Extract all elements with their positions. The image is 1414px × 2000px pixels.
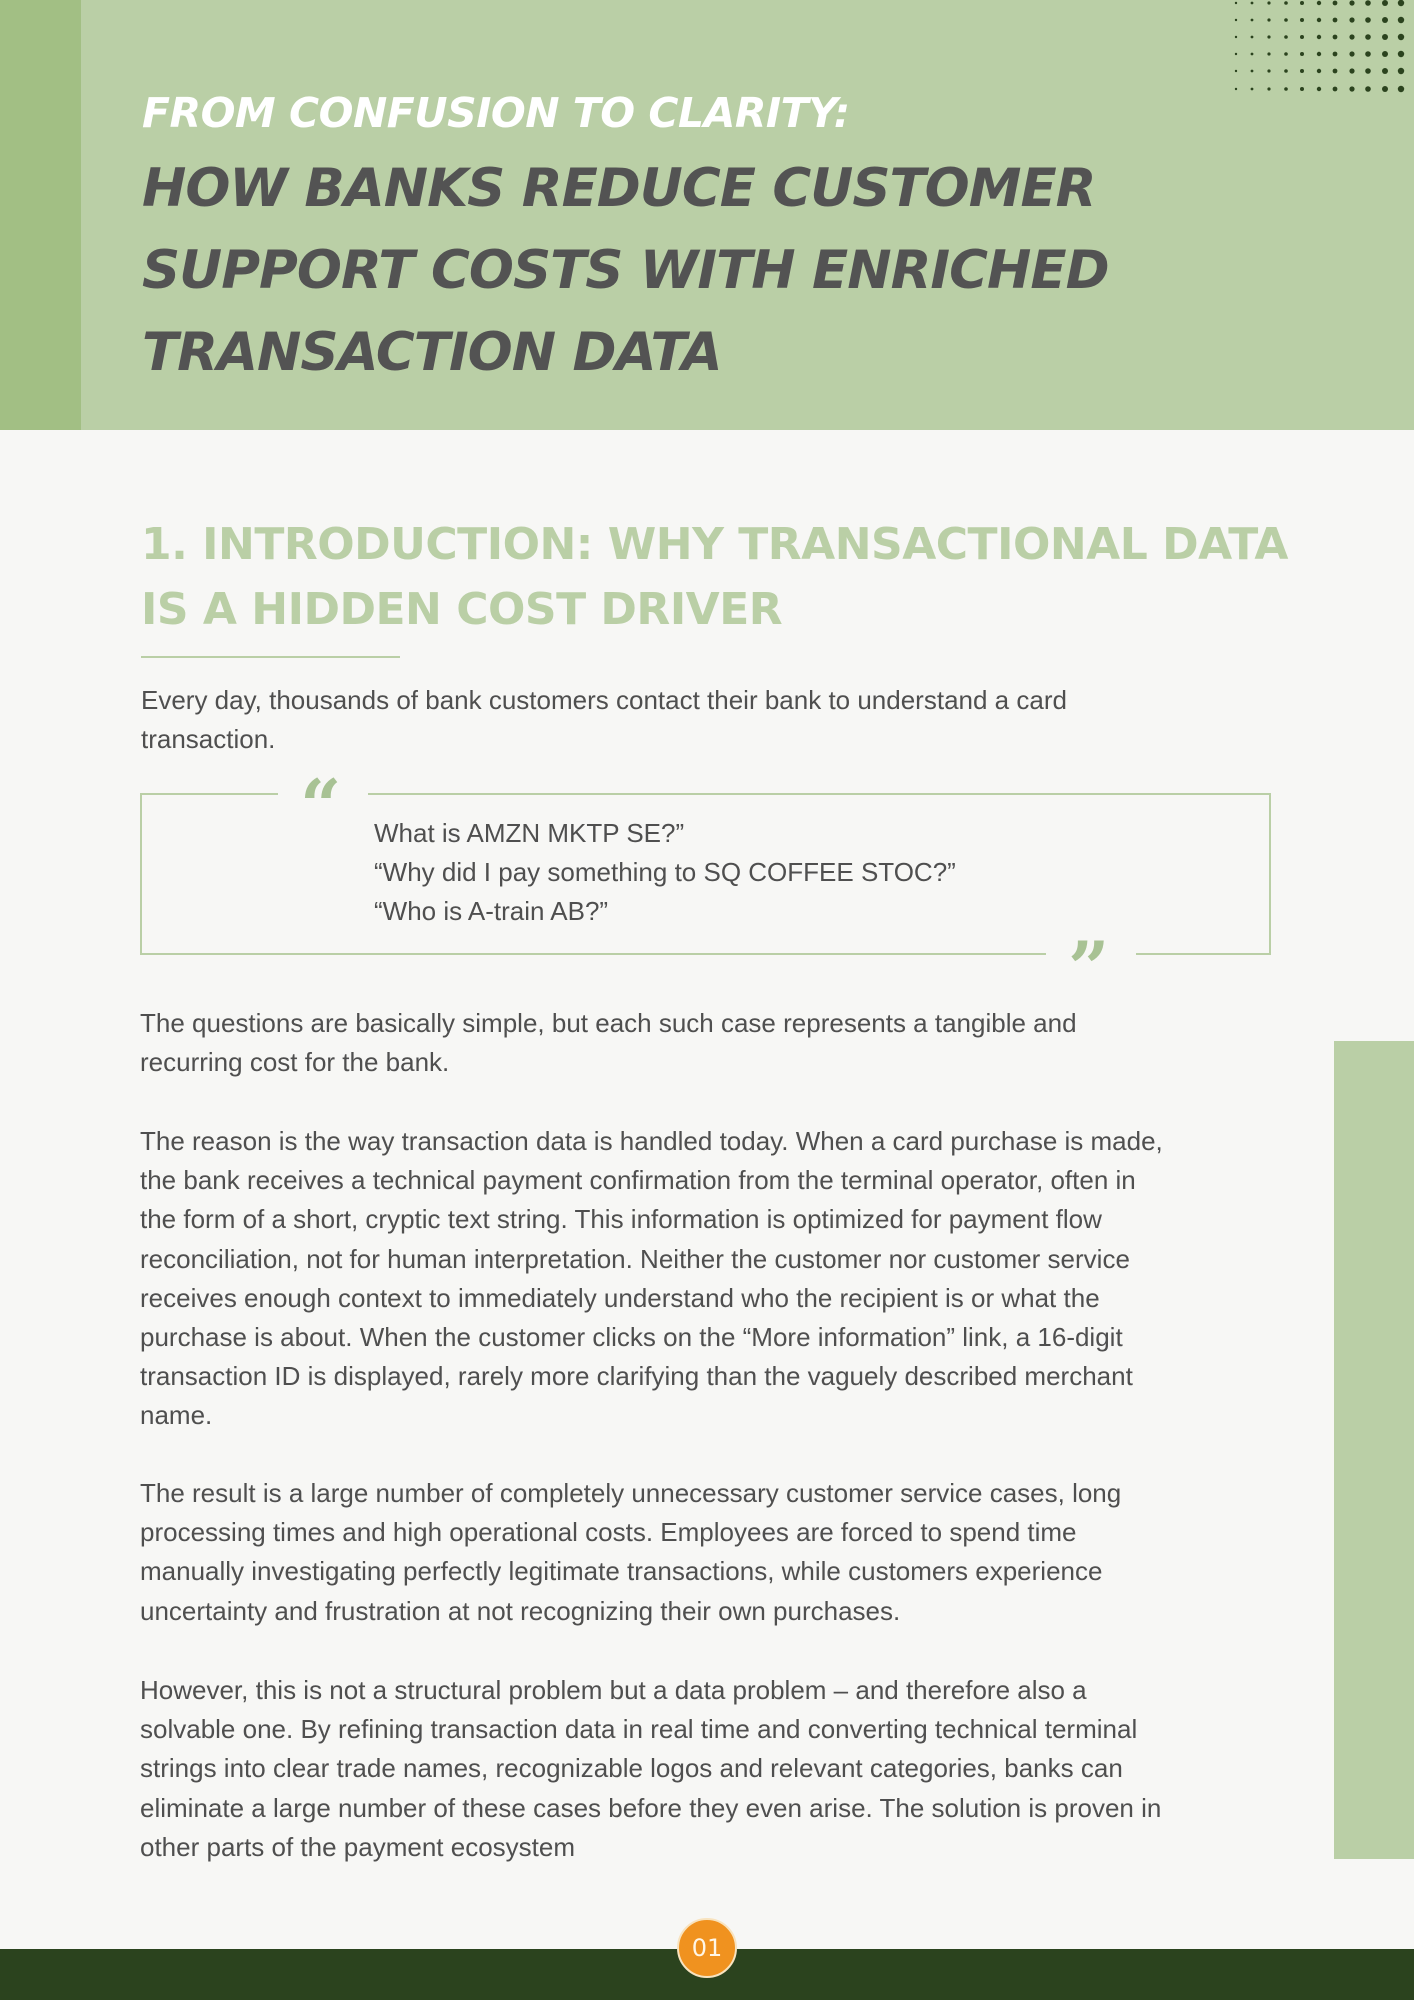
heading-underline [141, 656, 400, 658]
quoted-questions [374, 814, 956, 931]
body-paragraph-1 [140, 1004, 1290, 1082]
section-heading [141, 512, 1291, 642]
title-line: SUPPORT COSTS WITH ENRICHED [142, 240, 1109, 301]
text-line: solvable one. By refining transaction data in real time and converting technical terminal [140, 1714, 1138, 1745]
text-line: The reason is the way transaction data is handled today. When a card purchase is made, [140, 1126, 1163, 1156]
quote-line: “Why did I pay something to SQ COFFEE STOC?” [374, 857, 956, 887]
title-line: HOW BANKS REDUCE CUSTOMER [142, 158, 1096, 219]
text-line: eliminate a large number of these cases before they even arise. The solution is proven in [140, 1792, 1162, 1823]
title-kicker: FROM CONFUSION TO CLARITY: [142, 89, 850, 137]
body-paragraph-3 [140, 1474, 1290, 1631]
text-line: The questions are basically simple, but each such case represents a tangible and [140, 1008, 1077, 1038]
text-line: uncertainty and frustration at not recognizing their own purchases. [140, 1595, 901, 1626]
text-line: purchase is about. When the customer clicks on the “More information” link, a 16-digit [140, 1322, 1123, 1353]
page-number-badge: 01 [677, 1918, 737, 1978]
halftone-dots-decoration [1190, 0, 1414, 96]
text-line: name. [140, 1400, 213, 1431]
section-heading-line: IS A HIDDEN COST DRIVER [141, 584, 783, 635]
title-banner [0, 0, 1414, 430]
section-heading-line: 1. INTRODUCTION: WHY TRANSACTIONAL DATA [141, 519, 1288, 570]
text-line: Every day, thousands of bank customers contact their bank to understand a card [141, 685, 1067, 715]
side-accent-bar [1334, 1041, 1414, 1859]
text-line: recurring cost for the bank. [140, 1047, 450, 1078]
text-line: strings into clear trade names, recognizable logos and relevant categories, banks can [140, 1753, 1123, 1784]
text-line: receives enough context to immediately understand who the recipient is or what the [140, 1282, 1100, 1313]
text-line: the form of a short, cryptic text string. This information is optimized for payment flow [140, 1204, 1102, 1235]
text-line: other parts of the payment ecosystem [140, 1831, 575, 1862]
body-paragraph-2 [140, 1122, 1290, 1436]
text-line: The result is a large number of completely unnecessary customer service cases, long [140, 1478, 1122, 1508]
text-line: reconciliation, not for human interpretation. Neither the customer nor customer service [140, 1243, 1130, 1274]
close-quote-icon: ” [1068, 925, 1110, 1010]
document-title [142, 148, 1142, 394]
text-line: transaction ID is displayed, rarely more clarifying than the vaguely described merchant [140, 1361, 1133, 1392]
text-line: However, this is not a structural problem but a data problem – and therefore also a [140, 1675, 1087, 1705]
title-line: TRANSACTION DATA [142, 322, 722, 383]
open-quote-icon: “ [300, 763, 342, 848]
quote-line: What is AMZN MKTP SE?” [374, 818, 685, 848]
text-line: transaction. [141, 724, 276, 755]
text-line: the bank receives a technical payment confirmation from the terminal operator, often in [140, 1165, 1136, 1196]
intro-paragraph [141, 681, 1291, 759]
text-line: manually investigating perfectly legitimate transactions, while customers experience [140, 1556, 1103, 1587]
banner-accent-strip [0, 0, 81, 430]
body-paragraph-4 [140, 1671, 1290, 1867]
quote-line: “Who is A-train AB?” [374, 896, 609, 926]
text-line: processing times and high operational costs. Employees are forced to spend time [140, 1517, 1077, 1548]
